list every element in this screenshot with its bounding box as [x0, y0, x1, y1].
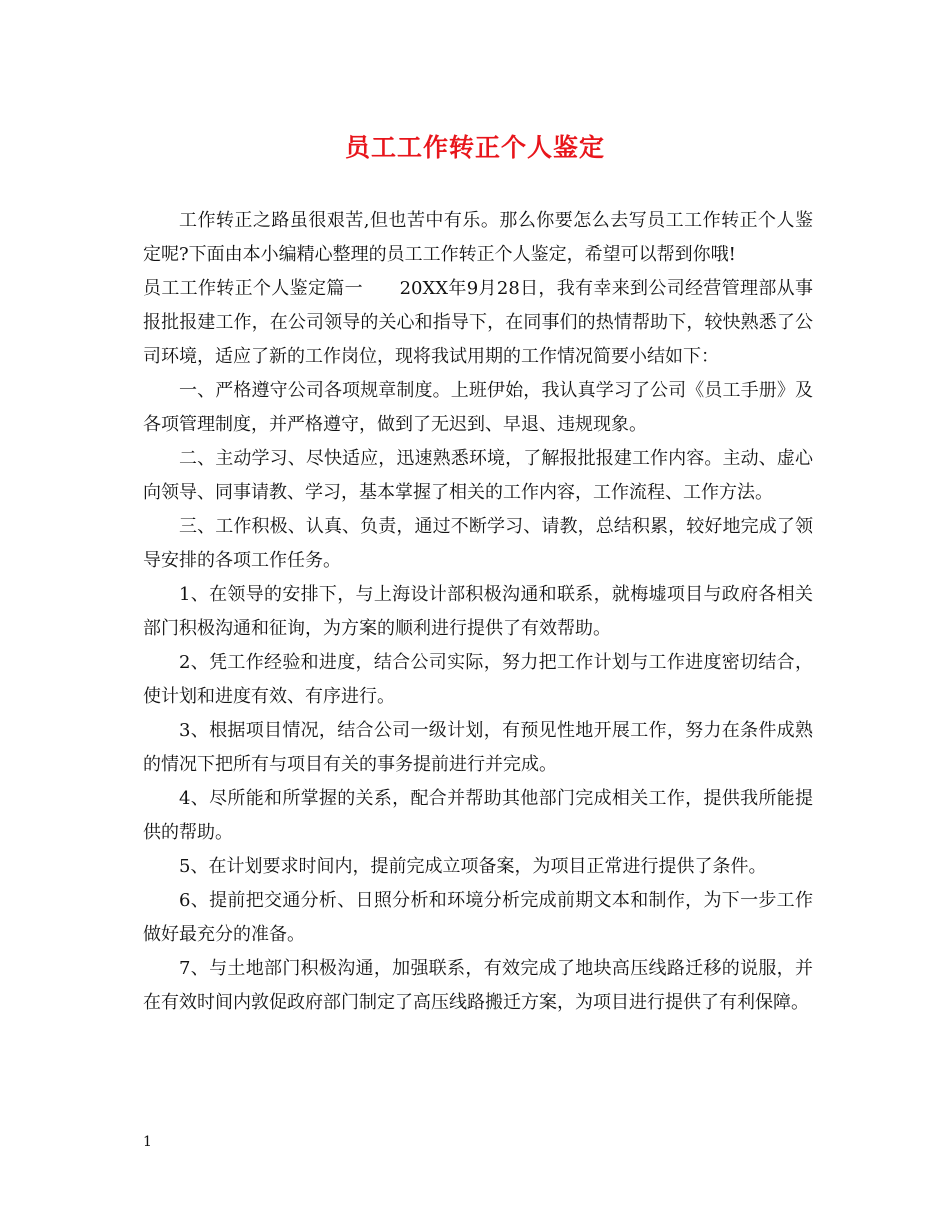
- paragraph-rule-2: 二、主动学习、尽快适应，迅速熟悉环境，了解报批报建工作内容。主动、虚心向领导、同事请教、学习，基本掌握了相关的工作内容，工作流程、工作方法。: [143, 448, 813, 503]
- paragraph-item-7: 7、与土地部门积极沟通，加强联系，有效完成了地块高压线路迁移的说服，并在有效时间内敦促政府部门制定了高压线路搬迁方案，为项目进行提供了有利保障。: [143, 958, 813, 1013]
- paragraph-item-4: 4、尽所能和所掌握的关系，配合并帮助其他部门完成相关工作，提供我所能提供的帮助。: [143, 788, 813, 843]
- page-number: 1: [143, 1134, 152, 1150]
- paragraph-item-2: 2、凭工作经验和进度，结合公司实际，努力把工作计划与工作进度密切结合，使计划和进度有效、有序进行。: [143, 652, 813, 707]
- paragraph-item-3: 3、根据项目情况，结合公司一级计划，有预见性地开展工作，努力在条件成熟的情况下把所有与项目有关的事务提前进行并完成。: [143, 720, 813, 775]
- paragraph-item-1: 1、在领导的安排下，与上海设计部积极沟通和联系，就梅墟项目与政府各相关部门积极沟通和征询，为方案的顺利进行提供了有效帮助。: [143, 584, 813, 639]
- intro-paragraph: 工作转正之路虽很艰苦,但也苦中有乐。那么你要怎么去写员工工作转正个人鉴定呢?下面由本小编精心整理的员工工作转正个人鉴定，希望可以帮到你哦!: [143, 210, 813, 265]
- paragraph-item-6: 6、提前把交通分析、日照分析和环境分析完成前期文本和制作，为下一步工作做好最充分的准备。: [143, 890, 813, 945]
- document-body: [143, 204, 813, 1020]
- document-title: 员工工作转正个人鉴定: [344, 133, 605, 162]
- paragraph-rule-1: 一、严格遵守公司各项规章制度。上班伊始，我认真学习了公司《员工手册》及各项管理制度，并严格遵守，做到了无迟到、早退、违规现象。: [143, 380, 813, 435]
- paragraph-item-5: 5、在计划要求时间内，提前完成立项备案，为项目正常进行提供了条件。: [179, 856, 767, 877]
- paragraph-rule-3: 三、工作积极、认真、负责，通过不断学习、请教，总结积累，较好地完成了领导安排的各项工作任务。: [143, 516, 813, 571]
- section-heading-paragraph: 员工工作转正个人鉴定篇一 20XX年9月28日，我有幸来到公司经营管理部从事报批报建工作，在公司领导的关心和指导下，在同事们的热情帮助下，较快熟悉了公司环境，适应了新的工作岗位，现将我试用期的工作情况简要小结如下：: [143, 278, 813, 367]
